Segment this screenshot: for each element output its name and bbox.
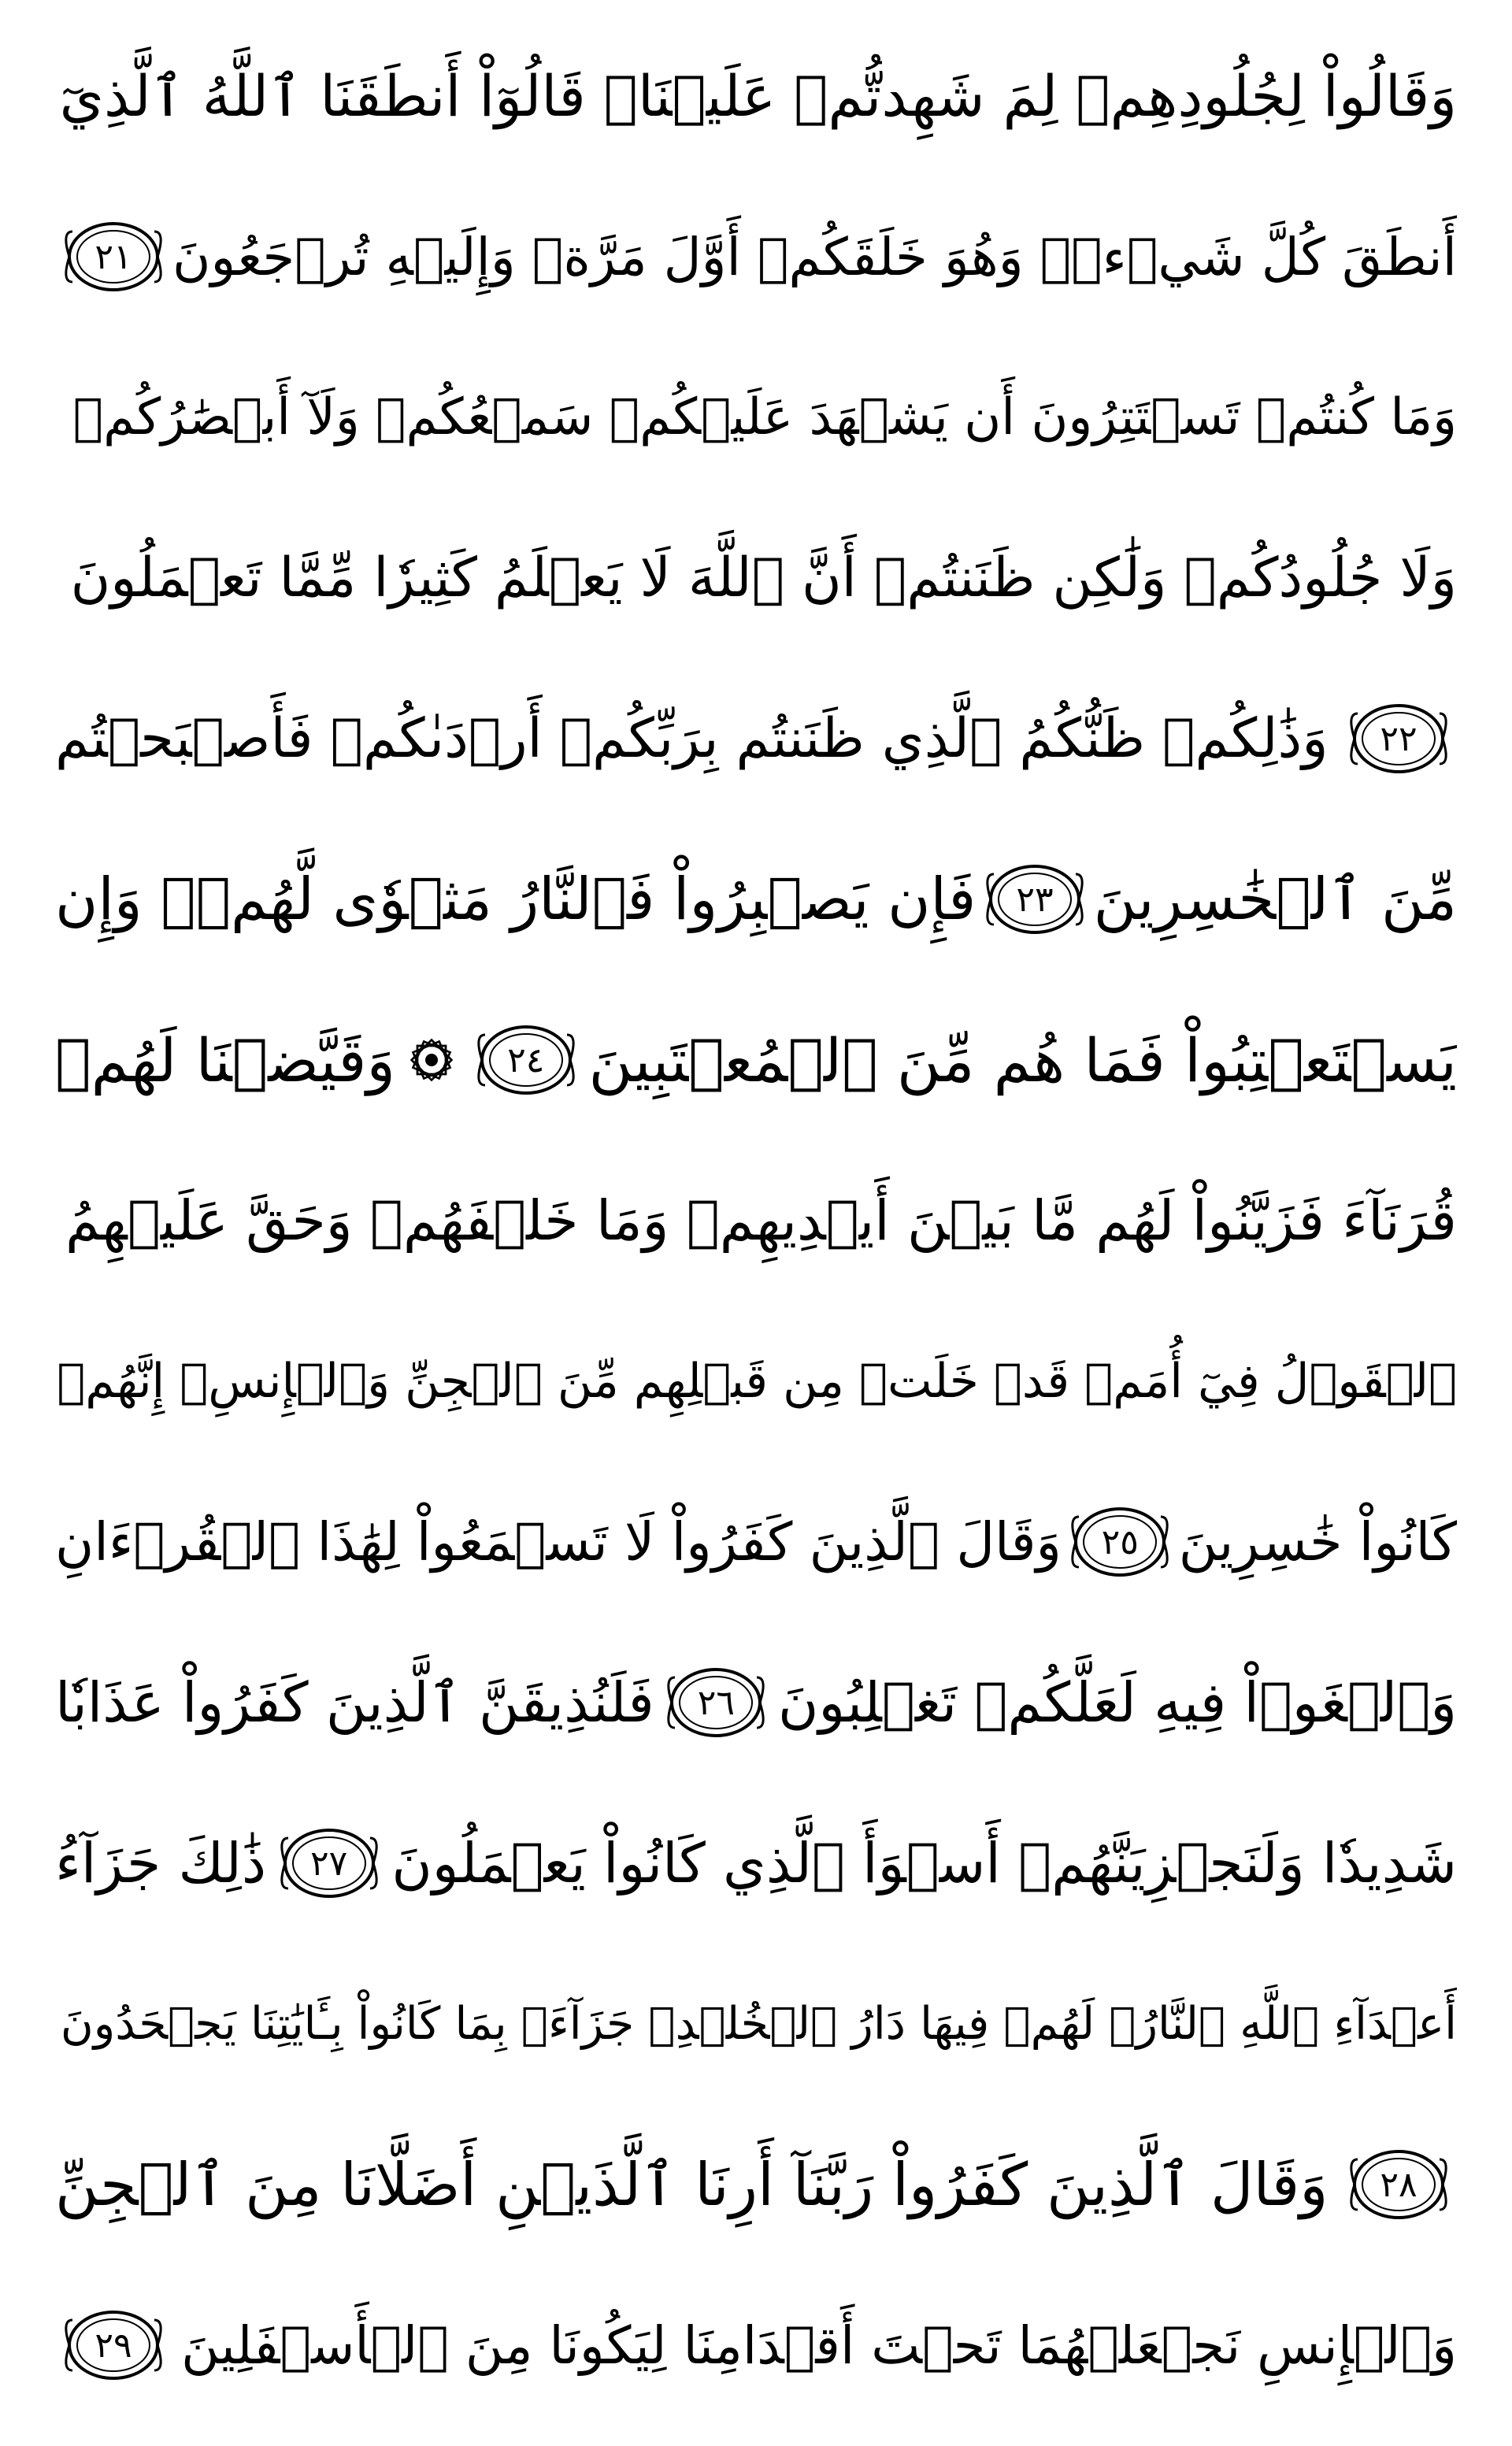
text-line: [55, 658, 1457, 819]
ayah-number: ٢٨: [1380, 2164, 1418, 2205]
ayah-number-marker: [1062, 1503, 1178, 1581]
text-line: [55, 1944, 1457, 2104]
text-line: [55, 337, 1457, 498]
verse-text: مِّنَ ٱلۡخَٰسِرِينَ: [1093, 865, 1457, 933]
ayah-number: ٢٤: [507, 1040, 545, 1080]
text-line: [55, 176, 1457, 337]
verse-text: أَعۡدَآءِ ٱللَّهِ ٱلنَّارُۖ لَهُمۡ فِيهَا دَارُ ٱلۡخُلۡدِۖ جَزَآءَۢ بِمَا كَانُواْ بِـَٔايَٰتِنَا يَجۡحَدُونَ: [60, 1998, 1457, 2050]
verse-text: وَمَا كُنتُمۡ تَسۡتَتِرُونَ أَن يَشۡهَدَ عَلَيۡكُمۡ سَمۡعُكُمۡ وَلَآ أَبۡصَٰرُكُمۡ: [72, 388, 1457, 447]
ayah-number: ٢٦: [697, 1682, 735, 1723]
verse-text: وَقَيَّضۡنَا لَهُمۡ: [55, 1025, 396, 1095]
verse-text: وَقَالَ ٱلَّذِينَ كَفَرُواْ لَا تَسۡمَعُواْ لِهَٰذَا ٱلۡقُرۡءَانِ: [55, 1511, 1062, 1573]
ayah-number: ٢٧: [310, 1843, 348, 1884]
verse-text: ذَٰلِكَ جَزَآءُ: [55, 1831, 267, 1896]
verse-text: كَانُواْ خَٰسِرِينَ: [1178, 1511, 1457, 1573]
text-line: [55, 819, 1457, 980]
text-line: [55, 498, 1457, 658]
verse-text: وَقَالُواْ لِجُلُودِهِمۡ لِمَ شَهِدتُّمۡ عَلَيۡنَاۖ قَالُوٓاْ أَنطَقَنَا ٱللَّهُ ٱلَّذِيٓ: [59, 63, 1457, 129]
text-line: [55, 980, 1457, 1140]
text-line: [55, 2265, 1457, 2426]
verse-text: قُرَنَآءَ فَزَيَّنُواْ لَهُم مَّا بَيۡنَ أَيۡدِيهِمۡ وَمَا خَلۡفَهُمۡ وَحَقَّ عَلَيۡهِمُ: [65, 1188, 1457, 1253]
ayah-number-marker: [468, 1021, 584, 1099]
text-line: [55, 1140, 1457, 1301]
ayah-number-marker: [1340, 699, 1457, 778]
ayah-number-marker: [976, 860, 1093, 939]
verse-text: فَإِن يَصۡبِرُواْ فَٱلنَّارُ مَثۡوٗى لَّهُمۡۖ وَإِن: [55, 865, 976, 933]
ayah-number-marker: [55, 217, 172, 296]
ayah-number: ٢٣: [1016, 879, 1054, 920]
hizb-star-icon: [400, 1028, 463, 1091]
verse-text: وَٱلۡغَوۡاْ فِيهِ لَعَلَّكُمۡ تَغۡلِبُونَ: [777, 1670, 1457, 1735]
verse-text: وَلَا جُلُودُكُمۡ وَلَٰكِن ظَنَنتُمۡ أَنَّ ٱللَّهَ لَا يَعۡلَمُ كَثِيرٗا مِّمَّا تَعۡمَلُونَ: [70, 547, 1457, 610]
verse-text: وَقَالَ ٱلَّذِينَ كَفَرُواْ رَبَّنَآ أَرِنَا ٱلَّذَيۡنِ أَضَلَّانَا مِنَ ٱلۡجِنِّ: [55, 2150, 1329, 2219]
verse-text: أَنطَقَ كُلَّ شَيۡءٖۚ وَهُوَ خَلَقَكُمۡ أَوَّلَ مَرَّةٖ وَإِلَيۡهِ تُرۡجَعُونَ: [172, 226, 1457, 287]
ayah-number: ٢٢: [1380, 718, 1418, 759]
verse-text: وَٱلۡإِنسِ نَجۡعَلۡهُمَا تَحۡتَ أَقۡدَامِنَا لِيَكُونَا مِنَ ٱلۡأَسۡفَلِينَ: [181, 2314, 1457, 2376]
text-line: [55, 16, 1457, 176]
verse-text: ٱلۡقَوۡلُ فِيٓ أُمَمٖ قَدۡ خَلَتۡ مِن قَبۡلِهِم مِّنَ ٱلۡجِنِّ وَٱلۡإِنسِۖ إِنَّهُمۡ: [57, 1354, 1457, 1409]
ayah-number-marker: [1340, 2145, 1457, 2224]
text-line: [55, 1783, 1457, 1944]
mushaf-page: [55, 16, 1457, 2430]
ayah-number-marker: [658, 1663, 774, 1742]
ayah-number: ٢١: [94, 236, 132, 277]
ayah-number-marker: [271, 1824, 387, 1903]
verse-text: وَذَٰلِكُمۡ ظَنُّكُمُ ٱلَّذِي ظَنَنتُم بِرَبِّكُمۡ أَرۡدَىٰكُمۡ فَأَصۡبَحۡتُم: [55, 707, 1329, 770]
ayah-number: ٢٩: [94, 2325, 132, 2366]
text-line: [55, 1301, 1457, 1462]
verse-text: شَدِيدٗا وَلَنَجۡزِيَنَّهُمۡ أَسۡوَأَ ٱلَّذِي كَانُواْ يَعۡمَلُونَ: [391, 1831, 1457, 1896]
verse-text: فَلَنُذِيقَنَّ ٱلَّذِينَ كَفَرُواْ عَذَابٗا: [55, 1670, 654, 1735]
ayah-number: ٢٥: [1101, 1521, 1139, 1562]
verse-text: يَسۡتَعۡتِبُواْ فَمَا هُم مِّنَ ٱلۡمُعۡتَبِينَ: [588, 1025, 1457, 1095]
ayah-number-marker: [55, 2306, 172, 2385]
text-line: [55, 1622, 1457, 1783]
text-line: [55, 2104, 1457, 2265]
text-line: [55, 1462, 1457, 1622]
